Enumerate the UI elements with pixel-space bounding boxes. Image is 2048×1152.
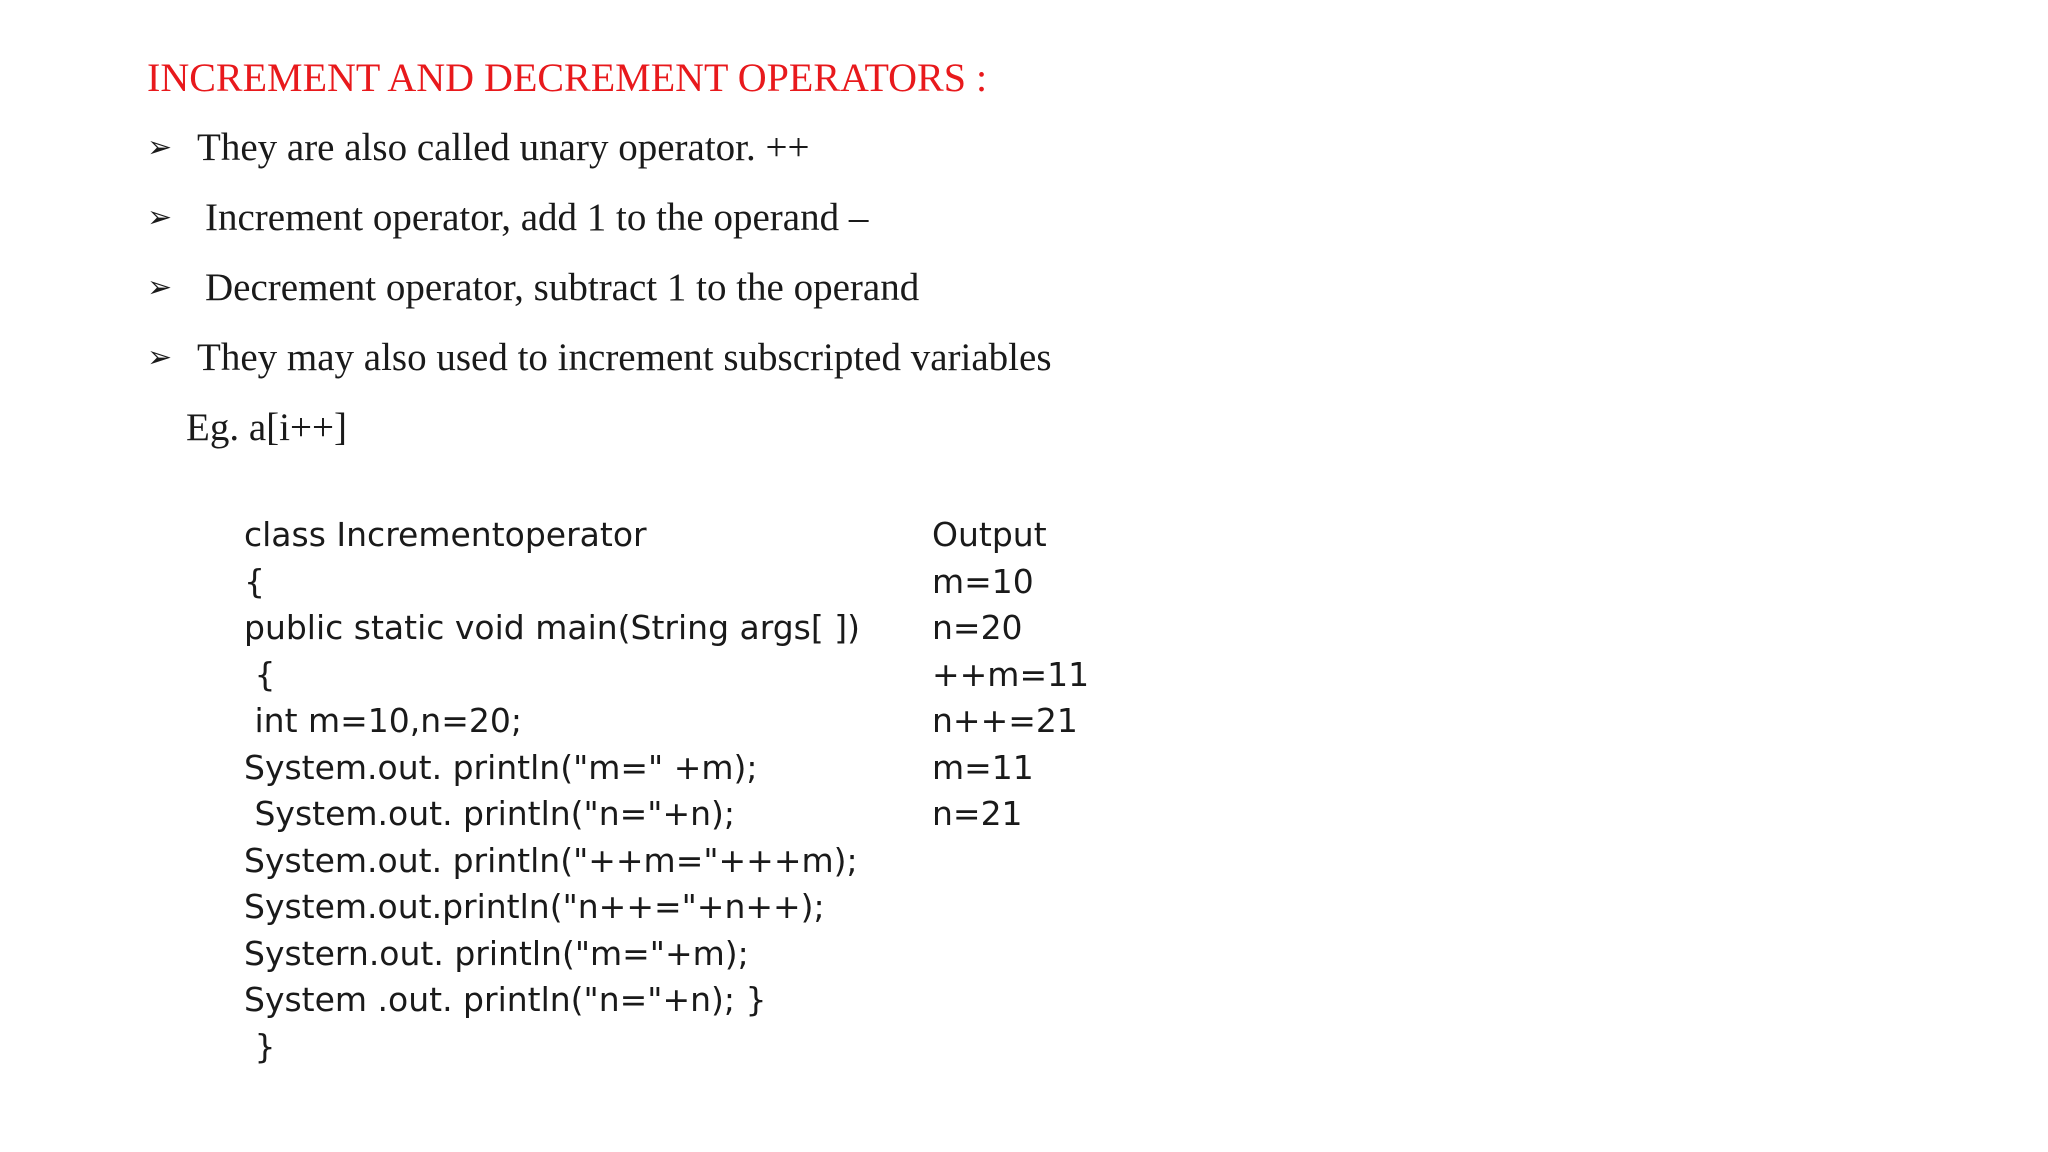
code-line: System.out. println("n="+n); xyxy=(244,794,736,833)
output-line: n=21 xyxy=(932,794,1023,833)
output-listing xyxy=(932,512,1089,838)
output-line: n=20 xyxy=(932,608,1023,647)
output-line: ++m=11 xyxy=(932,654,1090,694)
code-line: Systern.out. println("m="+m); xyxy=(244,933,749,973)
code-listing xyxy=(244,512,860,1070)
arrow-bullet-icon: ➢ xyxy=(147,200,173,235)
code-line: int m=10,n=20; xyxy=(244,701,522,740)
bullet-text: Decrement operator, subtract 1 to the operand xyxy=(205,266,920,309)
output-line: m=10 xyxy=(932,561,1034,601)
slide-title: INCREMENT AND DECREMENT OPERATORS : xyxy=(147,55,988,100)
output-line: n++=21 xyxy=(932,701,1078,740)
bullet-text: They are also called unary operator. ++ xyxy=(197,126,810,169)
code-line: System.out. println("m=" +m); xyxy=(244,747,758,787)
arrow-bullet-icon: ➢ xyxy=(147,130,173,165)
output-title: Output xyxy=(932,515,1047,554)
example-text: Eg. a[i++] xyxy=(186,406,347,449)
arrow-bullet-icon: ➢ xyxy=(147,340,173,375)
output-line: m=11 xyxy=(932,747,1034,787)
bullet-text: Increment operator, add 1 to the operand – xyxy=(205,196,869,239)
code-line: } xyxy=(244,1026,276,1066)
code-line: { xyxy=(244,654,276,694)
code-line: { xyxy=(244,561,265,601)
code-line: public static void main(String args[ ]) xyxy=(244,608,860,647)
code-line: System.out. println("++m="+++m); xyxy=(244,840,858,880)
arrow-bullet-icon: ➢ xyxy=(147,270,173,305)
code-line: System .out. println("n="+n); } xyxy=(244,980,767,1019)
code-line: System.out.println("n++="+n++); xyxy=(244,887,825,926)
bullet-text: They may also used to increment subscripted variables xyxy=(197,336,1052,379)
code-line: class Incrementoperator xyxy=(244,515,647,554)
